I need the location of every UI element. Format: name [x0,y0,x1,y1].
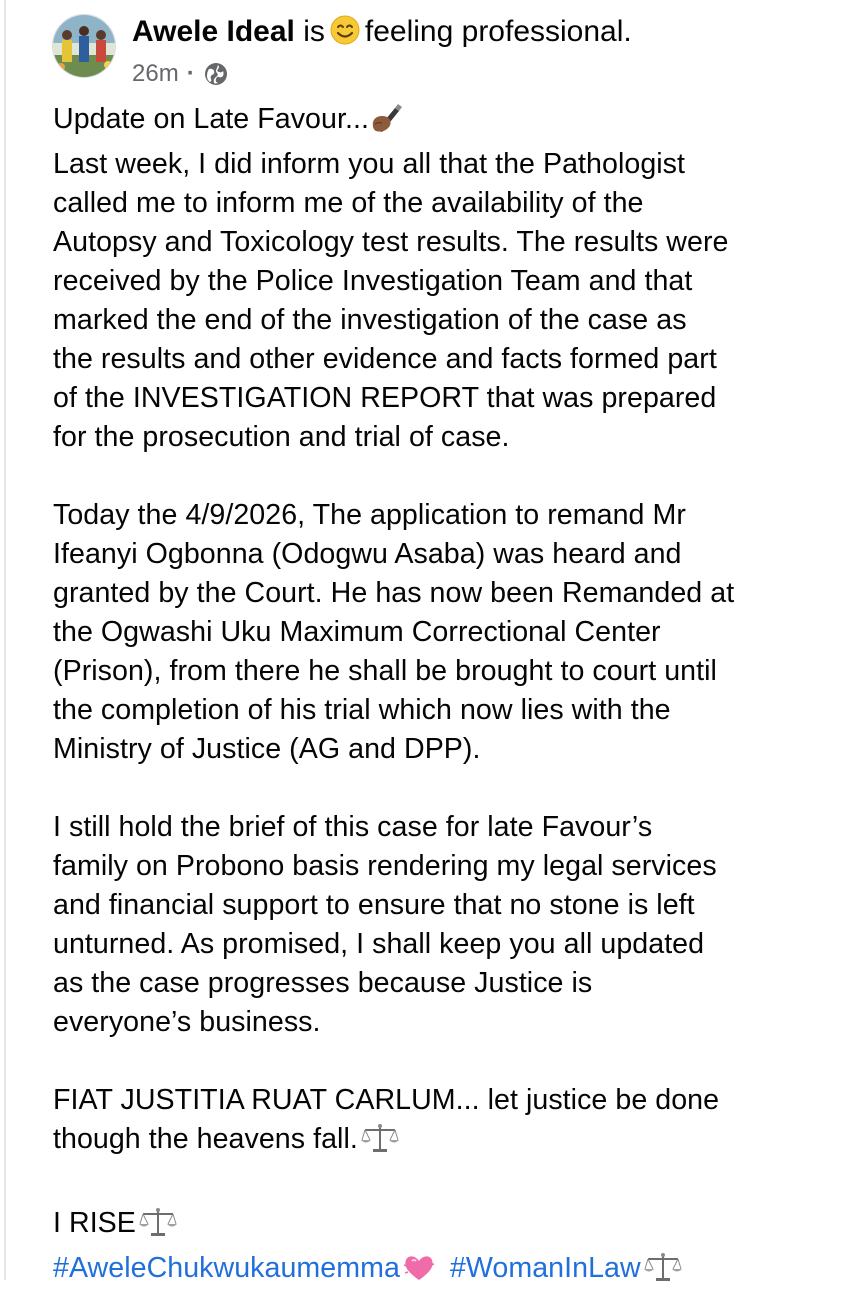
hashtag-link[interactable]: #WomanInLaw [449,1252,641,1284]
hashtag-line [53,1249,853,1294]
body-line: Ministry of Justice (AG and DPP). [53,733,481,765]
body-line: the completion of his trial which now lies with the [53,694,671,726]
post-title-line [132,12,852,57]
body-line: as the case progresses because Justice is [53,967,593,999]
body-line: for the prosecution and trial of case. [53,421,510,453]
paragraph-2 [53,496,853,769]
left-divider [4,0,6,1280]
body-line: unturned. As promised, I shall keep you all updated [53,928,705,960]
body-line: the Ogwashi Uku Maximum Correctional Center [53,616,661,648]
feeling-text: feeling professional. [364,15,632,48]
globe-icon[interactable] [203,61,229,87]
balance-scale-emoji [643,1251,683,1294]
body-line: received by the Police Investigation Team and that [53,265,693,297]
heart-emoji [402,1253,436,1294]
paragraph-5 [53,1204,853,1294]
body-line: family on Probono basis rendering my legal services [53,850,717,882]
balance-scale-emoji [360,1122,400,1165]
writing-hand-emoji [371,102,405,145]
post-header [52,12,852,87]
status-prefix: is [303,15,325,48]
body-line: Today the 4/9/2026, The application to remand Mr [53,499,686,531]
body-line: the results and other evidence and facts formed part [53,343,717,375]
paragraph-4 [53,1081,853,1165]
hashtag-link[interactable]: #AweleChukwukaumemma [53,1252,400,1284]
body-line: Autopsy and Toxicology test results. The results were [53,226,729,258]
body-line: granted by the Court. He has now been Remanded at [53,577,735,609]
body-line: Ifeanyi Ogbonna (Odogwu Asaba) was heard and [53,538,682,570]
meta-separator: · [186,60,195,87]
balance-scale-emoji [138,1206,178,1249]
body-line: though the heavens fall. [53,1120,853,1165]
avatar[interactable] [52,14,116,78]
smiling-face-emoji [329,14,361,57]
post-body [53,100,853,1294]
body-line: FIAT JUSTITIA RUAT CARLUM... let justice be done [53,1084,720,1116]
body-line: I still hold the brief of this case for late Favour’s [53,811,653,843]
body-line: I RISE [53,1204,853,1249]
body-line: and financial support to ensure that no stone is left [53,889,695,921]
post-meta [132,59,852,89]
author-name[interactable]: Awele Ideal [132,15,295,48]
body-line: of the INVESTIGATION REPORT that was prepared [53,382,717,414]
body-line: (Prison), from there he shall be brought to court until [53,655,717,687]
body-line: called me to inform me of the availability of the [53,187,644,219]
paragraph-1 [53,100,853,457]
body-line: Last week, I did inform you all that the Pathologist [53,148,686,180]
body-line: everyone’s business. [53,1006,321,1038]
body-line: marked the end of the investigation of the case as [53,304,687,336]
body-line: Update on Late Favour... [53,100,853,145]
post-time[interactable]: 26m [132,60,179,87]
paragraph-3 [53,808,853,1042]
